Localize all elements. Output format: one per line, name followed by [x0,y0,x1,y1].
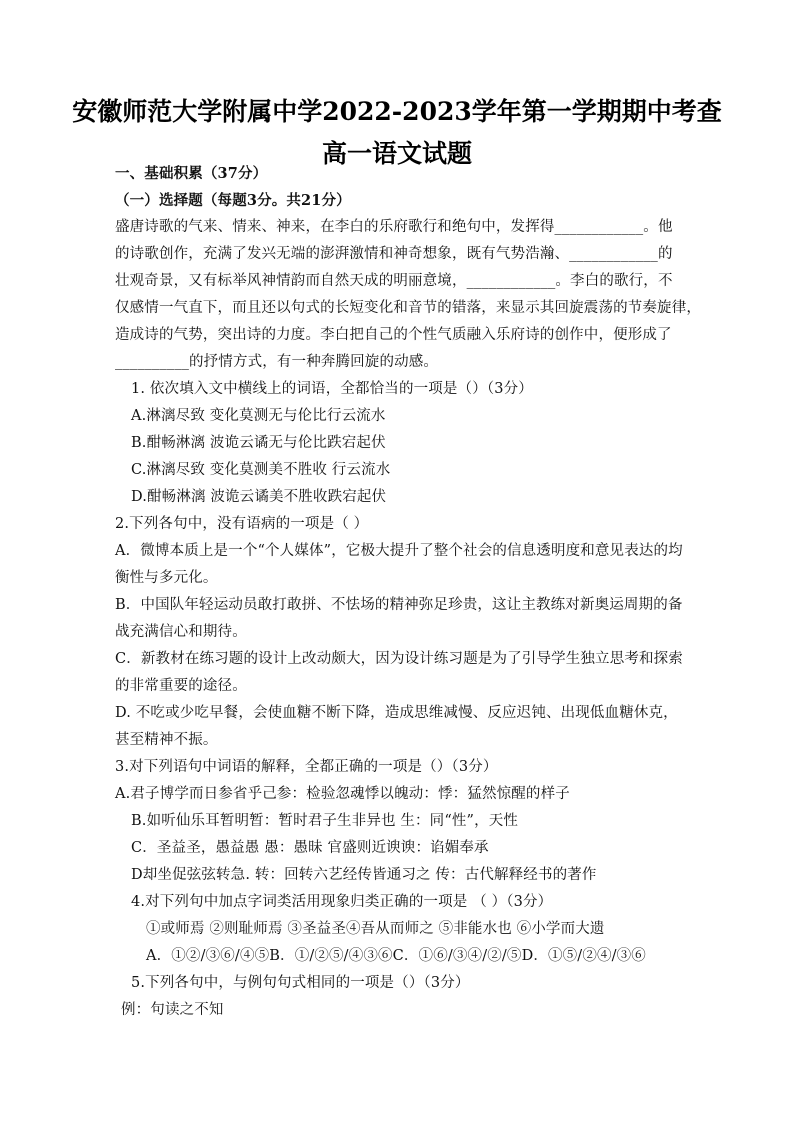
passage-line: 造成诗的气势，突出诗的力度。李白把自己的个性气质融入乐府诗的创作中，便形成了 [115,327,672,343]
question-5-example: 例：句读之不知 [121,1002,224,1018]
passage-line: 壮观奇景，又有标举风神情韵而自然天成的明丽意境，____________。李白的歌行，不 [115,273,673,289]
question-1-option: C.淋漓尽致 变化莫测美不胜收 行云流水 [131,462,391,478]
question-3-stem: 3.对下列语句中词语的解释，全都正确的一项是（）（3分） [115,759,498,775]
section-heading: 一、基础积累（37分） [115,165,268,182]
question-3-option: D却坐促弦弦转急. 转：回转六艺经传皆通习之 传：古代解释经书的著作 [131,867,597,883]
question-4-stem: 4.对下列句中加点字词类活用现象归类正确的一项是 （ ）（3分） [131,894,553,910]
question-1-option: A.淋漓尽致 变化莫测无与伦比行云流水 [131,408,386,424]
question-2-line: 衡性与多元化。 [115,570,218,586]
question-4-items: ①或师焉 ②则耻师焉 ③圣益圣④吾从而师之 ⑤非能水也 ⑥小学而大遗 [146,921,605,937]
question-2-stem: 2.下列各句中，没有语病的一项是（ ） [115,516,369,532]
passage-line: 盛唐诗歌的气来、情来、神来，在李白的乐府歌行和绝句中，发挥得____________。他 [115,219,673,235]
question-4-options: A．①②/③⑥/④⑤B．①/②⑤/④③⑥C．①⑥/③④/②/⑤D．①⑤/②④/③⑥ [146,948,646,964]
document-title-line2: 高一语文试题 [321,139,472,168]
question-1-option: D.酣畅淋漓 波诡云谲美不胜收跌宕起伏 [131,489,387,505]
question-2-line: 的非常重要的途径。 [115,678,247,694]
question-2-line: C．新教材在练习题的设计上改动颇大，因为设计练习题是为了引导学生独立思考和探索 [115,651,683,667]
question-2-line: A．微博本质上是一个“个人媒体”，它极大提升了整个社会的信息透明度和意见表达的均 [115,543,683,559]
passage-line: __________的抒情方式，有一种奔腾回旋的动感。 [115,354,439,370]
question-3-option: C．圣益圣，愚益愚 愚：愚昧 官盛则近谀谀：谄媚奉承 [131,840,489,856]
question-3-option: A.君子博学而日参省乎己参：检验忽魂悸以魄动：悸：猛然惊醒的样子 [115,786,570,802]
question-1-option: B.酣畅淋漓 波诡云谲无与伦比跌宕起伏 [131,435,386,451]
document-title-line1: 安徽师范大学附属中学2022-2023学年第一学期期中考查 [72,97,722,126]
subsection-heading: （一）选择题（每题3分。共21分） [115,192,351,209]
question-2-line: B．中国队年轻运动员敢打敢拼、不怯场的精神弥足珍贵，这让主教练对新奥运周期的备 [115,597,683,613]
question-1-stem: 1. 依次填入文中横线上的词语，全都恰当的一项是（）（3分） [131,381,533,397]
question-5-stem: 5.下列各句中，与例句句式相同的一项是（）（3分） [131,975,470,991]
question-2-line: D. 不吃或少吃早餐，会使血糖不断下降，造成思维减慢、反应迟钝、出现低血糖休克， [115,705,678,721]
passage-line: 的诗歌创作，充满了发兴无端的澎湃激情和神奇想象，既有气势浩瀚、____________的 [115,246,673,262]
passage-line: 仅感情一气直下，而且还以句式的长短变化和音节的错落，来显示其回旋震荡的节奏旋律， [115,300,701,316]
question-2-line: 甚至精神不振。 [115,732,218,748]
question-3-option: B.如听仙乐耳暂明暂：暂时君子生非异也 生：同“性”，天性 [131,813,519,829]
question-2-line: 战充满信心和期待。 [115,624,247,640]
